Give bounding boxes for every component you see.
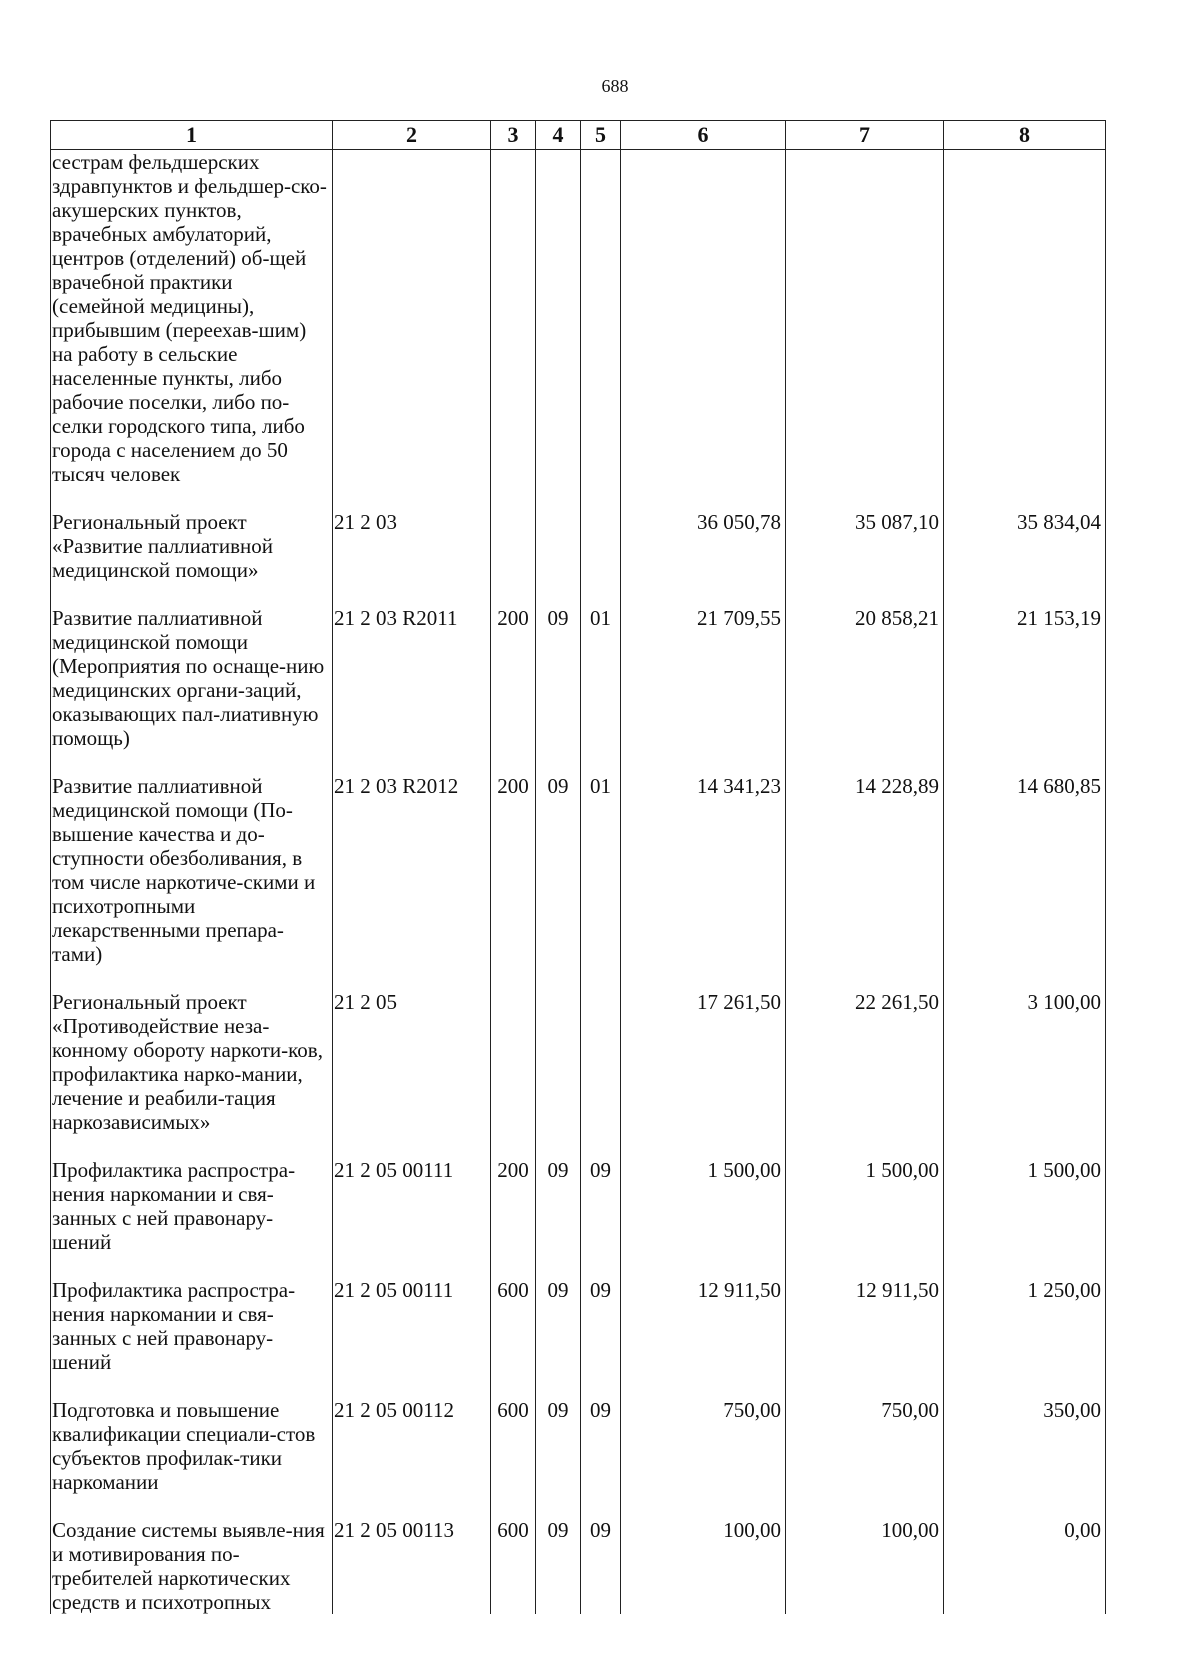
table-row bbox=[51, 150, 1106, 511]
subsection-code bbox=[581, 150, 621, 511]
amount-column-7: 20 858,21 bbox=[786, 606, 944, 774]
page-number: 688 bbox=[601, 76, 629, 96]
budget-code: 21 2 03 bbox=[333, 510, 491, 606]
column-header: 8 bbox=[944, 121, 1106, 150]
table-row bbox=[51, 1398, 1106, 1518]
amount-column-8: 1 250,00 bbox=[944, 1278, 1106, 1398]
subsection-code: 01 bbox=[581, 606, 621, 774]
amount-column-8: 3 100,00 bbox=[944, 990, 1106, 1158]
row-name: Создание системы выявле-ния и мотивирования по-требителей наркотических средств и психотропных bbox=[51, 1518, 333, 1614]
row-name: Профилактика распростра-нения наркомании и свя-занных с ней правонару-шений bbox=[51, 1158, 333, 1278]
budget-code: 21 2 05 00111 bbox=[333, 1278, 491, 1398]
column-header: 3 bbox=[491, 121, 536, 150]
column-header: 7 bbox=[786, 121, 944, 150]
budget-code: 21 2 05 00111 bbox=[333, 1158, 491, 1278]
budget-table bbox=[50, 120, 1106, 1614]
subsection-code: 09 bbox=[581, 1398, 621, 1518]
amount-column-8 bbox=[944, 150, 1106, 511]
amount-column-6: 17 261,50 bbox=[621, 990, 786, 1158]
expense-type: 200 bbox=[491, 774, 536, 990]
budget-code: 21 2 05 bbox=[333, 990, 491, 1158]
subsection-code: 09 bbox=[581, 1518, 621, 1614]
expense-type: 600 bbox=[491, 1278, 536, 1398]
table-row bbox=[51, 606, 1106, 774]
expense-type: 600 bbox=[491, 1398, 536, 1518]
amount-column-6: 21 709,55 bbox=[621, 606, 786, 774]
column-header: 4 bbox=[536, 121, 581, 150]
amount-column-7: 35 087,10 bbox=[786, 510, 944, 606]
amount-column-8: 0,00 bbox=[944, 1518, 1106, 1614]
section-code: 09 bbox=[536, 774, 581, 990]
budget-code bbox=[333, 150, 491, 511]
amount-column-8: 350,00 bbox=[944, 1398, 1106, 1518]
amount-column-7: 12 911,50 bbox=[786, 1278, 944, 1398]
expense-type: 200 bbox=[491, 606, 536, 774]
amount-column-8: 35 834,04 bbox=[944, 510, 1106, 606]
amount-column-6: 100,00 bbox=[621, 1518, 786, 1614]
section-code: 09 bbox=[536, 1518, 581, 1614]
table-row bbox=[51, 1158, 1106, 1278]
table-header-row bbox=[51, 121, 1106, 150]
table-row bbox=[51, 1518, 1106, 1614]
table-body bbox=[51, 150, 1106, 1615]
amount-column-7: 1 500,00 bbox=[786, 1158, 944, 1278]
subsection-code: 09 bbox=[581, 1158, 621, 1278]
section-code bbox=[536, 150, 581, 511]
row-name: Развитие паллиативной медицинской помощи (По-вышение качества и до-ступности обезболивания, в том числе наркотиче-скими и психотропными лекарственными препара-тами) bbox=[51, 774, 333, 990]
amount-column-8: 14 680,85 bbox=[944, 774, 1106, 990]
budget-code: 21 2 05 00112 bbox=[333, 1398, 491, 1518]
row-name: сестрам фельдшерских здравпунктов и фельдшер-ско-акушерских пунктов, врачебных амбулаторий, центров (отделений) об-щей врачебной практики (семейной медицины), прибывшим (переехав-шим) на работу в сельские населенные пункты, либо рабочие поселки, либо по-селки городского типа, либо города с населением до 50 тысяч человек bbox=[51, 150, 333, 511]
table-row bbox=[51, 774, 1106, 990]
amount-column-7: 100,00 bbox=[786, 1518, 944, 1614]
amount-column-6: 750,00 bbox=[621, 1398, 786, 1518]
amount-column-7 bbox=[786, 150, 944, 511]
amount-column-6: 12 911,50 bbox=[621, 1278, 786, 1398]
row-name: Подготовка и повышение квалификации специали-стов субъектов профилак-тики наркомании bbox=[51, 1398, 333, 1518]
expense-type bbox=[491, 150, 536, 511]
table-row bbox=[51, 1278, 1106, 1398]
row-name: Региональный проект «Развитие паллиативной медицинской помощи» bbox=[51, 510, 333, 606]
column-header: 6 bbox=[621, 121, 786, 150]
amount-column-8: 21 153,19 bbox=[944, 606, 1106, 774]
table-row bbox=[51, 990, 1106, 1158]
amount-column-7: 22 261,50 bbox=[786, 990, 944, 1158]
row-name: Региональный проект «Противодействие неза-конному обороту наркоти-ков, профилактика нарко-мании, лечение и реабили-тация наркозависимых» bbox=[51, 990, 333, 1158]
amount-column-6 bbox=[621, 150, 786, 511]
budget-code: 21 2 05 00113 bbox=[333, 1518, 491, 1614]
expense-type bbox=[491, 990, 536, 1158]
subsection-code bbox=[581, 510, 621, 606]
column-header: 1 bbox=[51, 121, 333, 150]
row-name: Развитие паллиативной медицинской помощи (Мероприятия по оснаще-нию медицинских органи-заций, оказывающих пал-лиативную помощь) bbox=[51, 606, 333, 774]
amount-column-6: 1 500,00 bbox=[621, 1158, 786, 1278]
amount-column-8: 1 500,00 bbox=[944, 1158, 1106, 1278]
subsection-code: 01 bbox=[581, 774, 621, 990]
budget-code: 21 2 03 R2011 bbox=[333, 606, 491, 774]
amount-column-7: 14 228,89 bbox=[786, 774, 944, 990]
amount-column-7: 750,00 bbox=[786, 1398, 944, 1518]
section-code bbox=[536, 510, 581, 606]
expense-type: 200 bbox=[491, 1158, 536, 1278]
expense-type: 600 bbox=[491, 1518, 536, 1614]
section-code: 09 bbox=[536, 1398, 581, 1518]
subsection-code: 09 bbox=[581, 1278, 621, 1398]
table-row bbox=[51, 510, 1106, 606]
expense-type bbox=[491, 510, 536, 606]
row-name: Профилактика распростра-нения наркомании и свя-занных с ней правонару-шений bbox=[51, 1278, 333, 1398]
column-header: 2 bbox=[333, 121, 491, 150]
section-code: 09 bbox=[536, 606, 581, 774]
subsection-code bbox=[581, 990, 621, 1158]
column-header: 5 bbox=[581, 121, 621, 150]
section-code: 09 bbox=[536, 1278, 581, 1398]
section-code bbox=[536, 990, 581, 1158]
section-code: 09 bbox=[536, 1158, 581, 1278]
amount-column-6: 14 341,23 bbox=[621, 774, 786, 990]
amount-column-6: 36 050,78 bbox=[621, 510, 786, 606]
budget-code: 21 2 03 R2012 bbox=[333, 774, 491, 990]
